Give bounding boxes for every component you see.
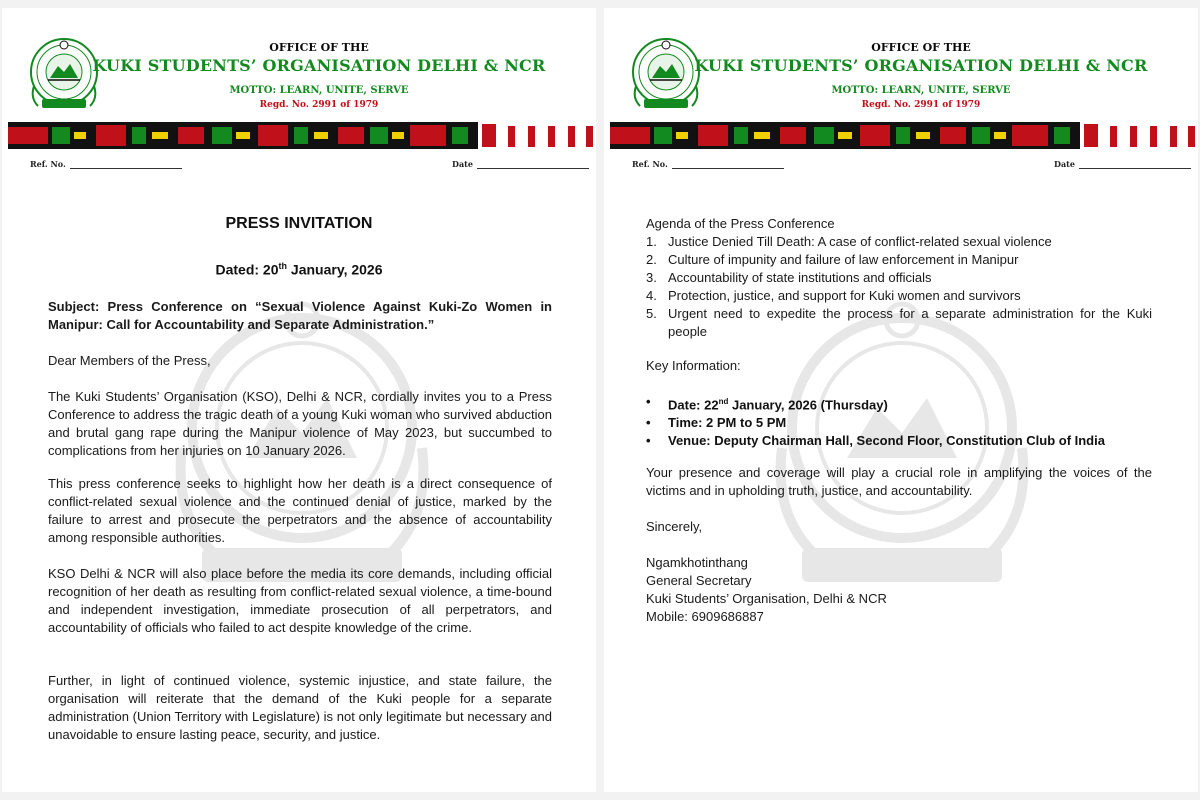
agenda-item bbox=[646, 269, 1152, 287]
agenda-number: 5. bbox=[646, 306, 657, 321]
key-information-heading: Key Information: bbox=[646, 358, 741, 373]
agenda-text: Justice Denied Till Death: A case of conflict-related sexual violence bbox=[668, 234, 1052, 249]
agenda-text: Protection, justice, and support for Kuki women and survivors bbox=[668, 288, 1021, 303]
signatory-name: Ngamkhotinthang bbox=[646, 555, 748, 570]
paragraph-demands: KSO Delhi & NCR will also place before the media its core demands, including official recognition of her death as resulting from conflict-related sexual violence, a time-bound and independent investigation, immediate prosecution of all perpetrators, and accountability of officials who failed to act despite knowledge of the crime. bbox=[48, 566, 552, 635]
page-title: PRESS INVITATION bbox=[225, 215, 373, 232]
decorative-band bbox=[610, 122, 1198, 149]
agenda-item bbox=[646, 305, 1152, 341]
letter-page-2 bbox=[604, 8, 1198, 792]
agenda-heading: Agenda of the Press Conference bbox=[646, 216, 835, 231]
salutation: Dear Members of the Press, bbox=[48, 353, 211, 368]
dated-line: Dated: 20th January, 2026 bbox=[215, 261, 383, 278]
motto-text: MOTTO: LEARN, UNITE, SERVE bbox=[229, 85, 409, 96]
letter-page-1 bbox=[2, 8, 596, 792]
agenda-item bbox=[646, 287, 1152, 305]
agenda-text: Culture of impunity and failure of law enforcement in Manipur bbox=[668, 252, 1019, 267]
key-information-list bbox=[646, 393, 1156, 450]
closing-paragraph: Your presence and coverage will play a crucial role in amplifying the voices of the victims and in upholding truth, justice, and accountability. bbox=[646, 465, 1152, 498]
organisation-name: KUKI STUDENTS’ ORGANISATION DELHI & NCR bbox=[694, 56, 1148, 75]
event-venue: • Venue: Deputy Chairman Hall, Second Floor, Constitution Club of India bbox=[646, 433, 1105, 449]
agenda-number: 4. bbox=[646, 288, 657, 303]
agenda-list bbox=[646, 233, 1152, 341]
organisation-name: KUKI STUDENTS’ ORGANISATION DELHI & NCR bbox=[92, 56, 546, 75]
bullet-icon: • bbox=[646, 433, 651, 449]
ref-no-field: Ref. No. bbox=[632, 159, 784, 169]
signatory-organisation: Kuki Students’ Organisation, Delhi & NCR bbox=[646, 591, 887, 606]
paragraph-purpose: This press conference seeks to highlight how her death is a direct consequence of conflict-related sexual violence and the continued denial of justice, marked by the failure to arrest and prosecute the perpetrators and the absence of accountability among responsible authorities. bbox=[48, 476, 552, 545]
closing-salutation: Sincerely, bbox=[646, 519, 703, 534]
ref-no-field: Ref. No. bbox=[30, 159, 182, 169]
agenda-item bbox=[646, 233, 1152, 251]
date-field: Date bbox=[452, 159, 589, 169]
signature-block bbox=[646, 554, 1150, 626]
paragraph-invitation: The Kuki Students’ Organisation (KSO), Delhi & NCR, cordially invites you to a Press Conference to address the tragic death of a young Kuki woman who survived abduction and brutal gang rape during the Manipur violence of May 2023, but succumbed to complications from her injuries on 10 January 2026. bbox=[48, 389, 552, 458]
motto-text: MOTTO: LEARN, UNITE, SERVE bbox=[831, 85, 1011, 96]
office-of-the-heading: OFFICE OF THE bbox=[269, 41, 369, 54]
event-date: • Date: 22nd January, 2026 (Thursday) bbox=[646, 394, 888, 413]
agenda-number: 2. bbox=[646, 252, 657, 267]
date-field: Date bbox=[1054, 159, 1191, 169]
event-time: • Time: 2 PM to 5 PM bbox=[646, 415, 787, 431]
agenda-item bbox=[646, 251, 1152, 269]
signatory-mobile: Mobile: 6909686887 bbox=[646, 609, 764, 624]
agenda-number: 1. bbox=[646, 234, 657, 249]
subject-line: Subject: Press Conference on “Sexual Violence Against Kuki-Zo Women in Manipur: Call for Accountability and Separate Administration.” bbox=[48, 299, 552, 332]
registration-number: Regd. No. 2991 of 1979 bbox=[861, 100, 981, 110]
registration-number: Regd. No. 2991 of 1979 bbox=[259, 100, 379, 110]
agenda-number: 3. bbox=[646, 270, 657, 285]
bullet-icon: • bbox=[646, 415, 651, 431]
bullet-icon: • bbox=[646, 394, 651, 409]
agenda-text: Urgent need to expedite the process for a separate administration for the Kuki people bbox=[668, 306, 1152, 339]
agenda-text: Accountability of state institutions and officials bbox=[668, 270, 932, 285]
office-of-the-heading: OFFICE OF THE bbox=[871, 41, 971, 54]
signatory-designation: General Secretary bbox=[646, 573, 752, 588]
paragraph-administration: Further, in light of continued violence, systemic injustice, and state failure, the organisation will reiterate that the demand of the Kuki people for a separate administration (Union Territory with Legislature) is not only legitimate but necessary and unavoidable to ensure lasting peace, security, and justice. bbox=[48, 673, 552, 742]
decorative-band bbox=[8, 122, 596, 149]
